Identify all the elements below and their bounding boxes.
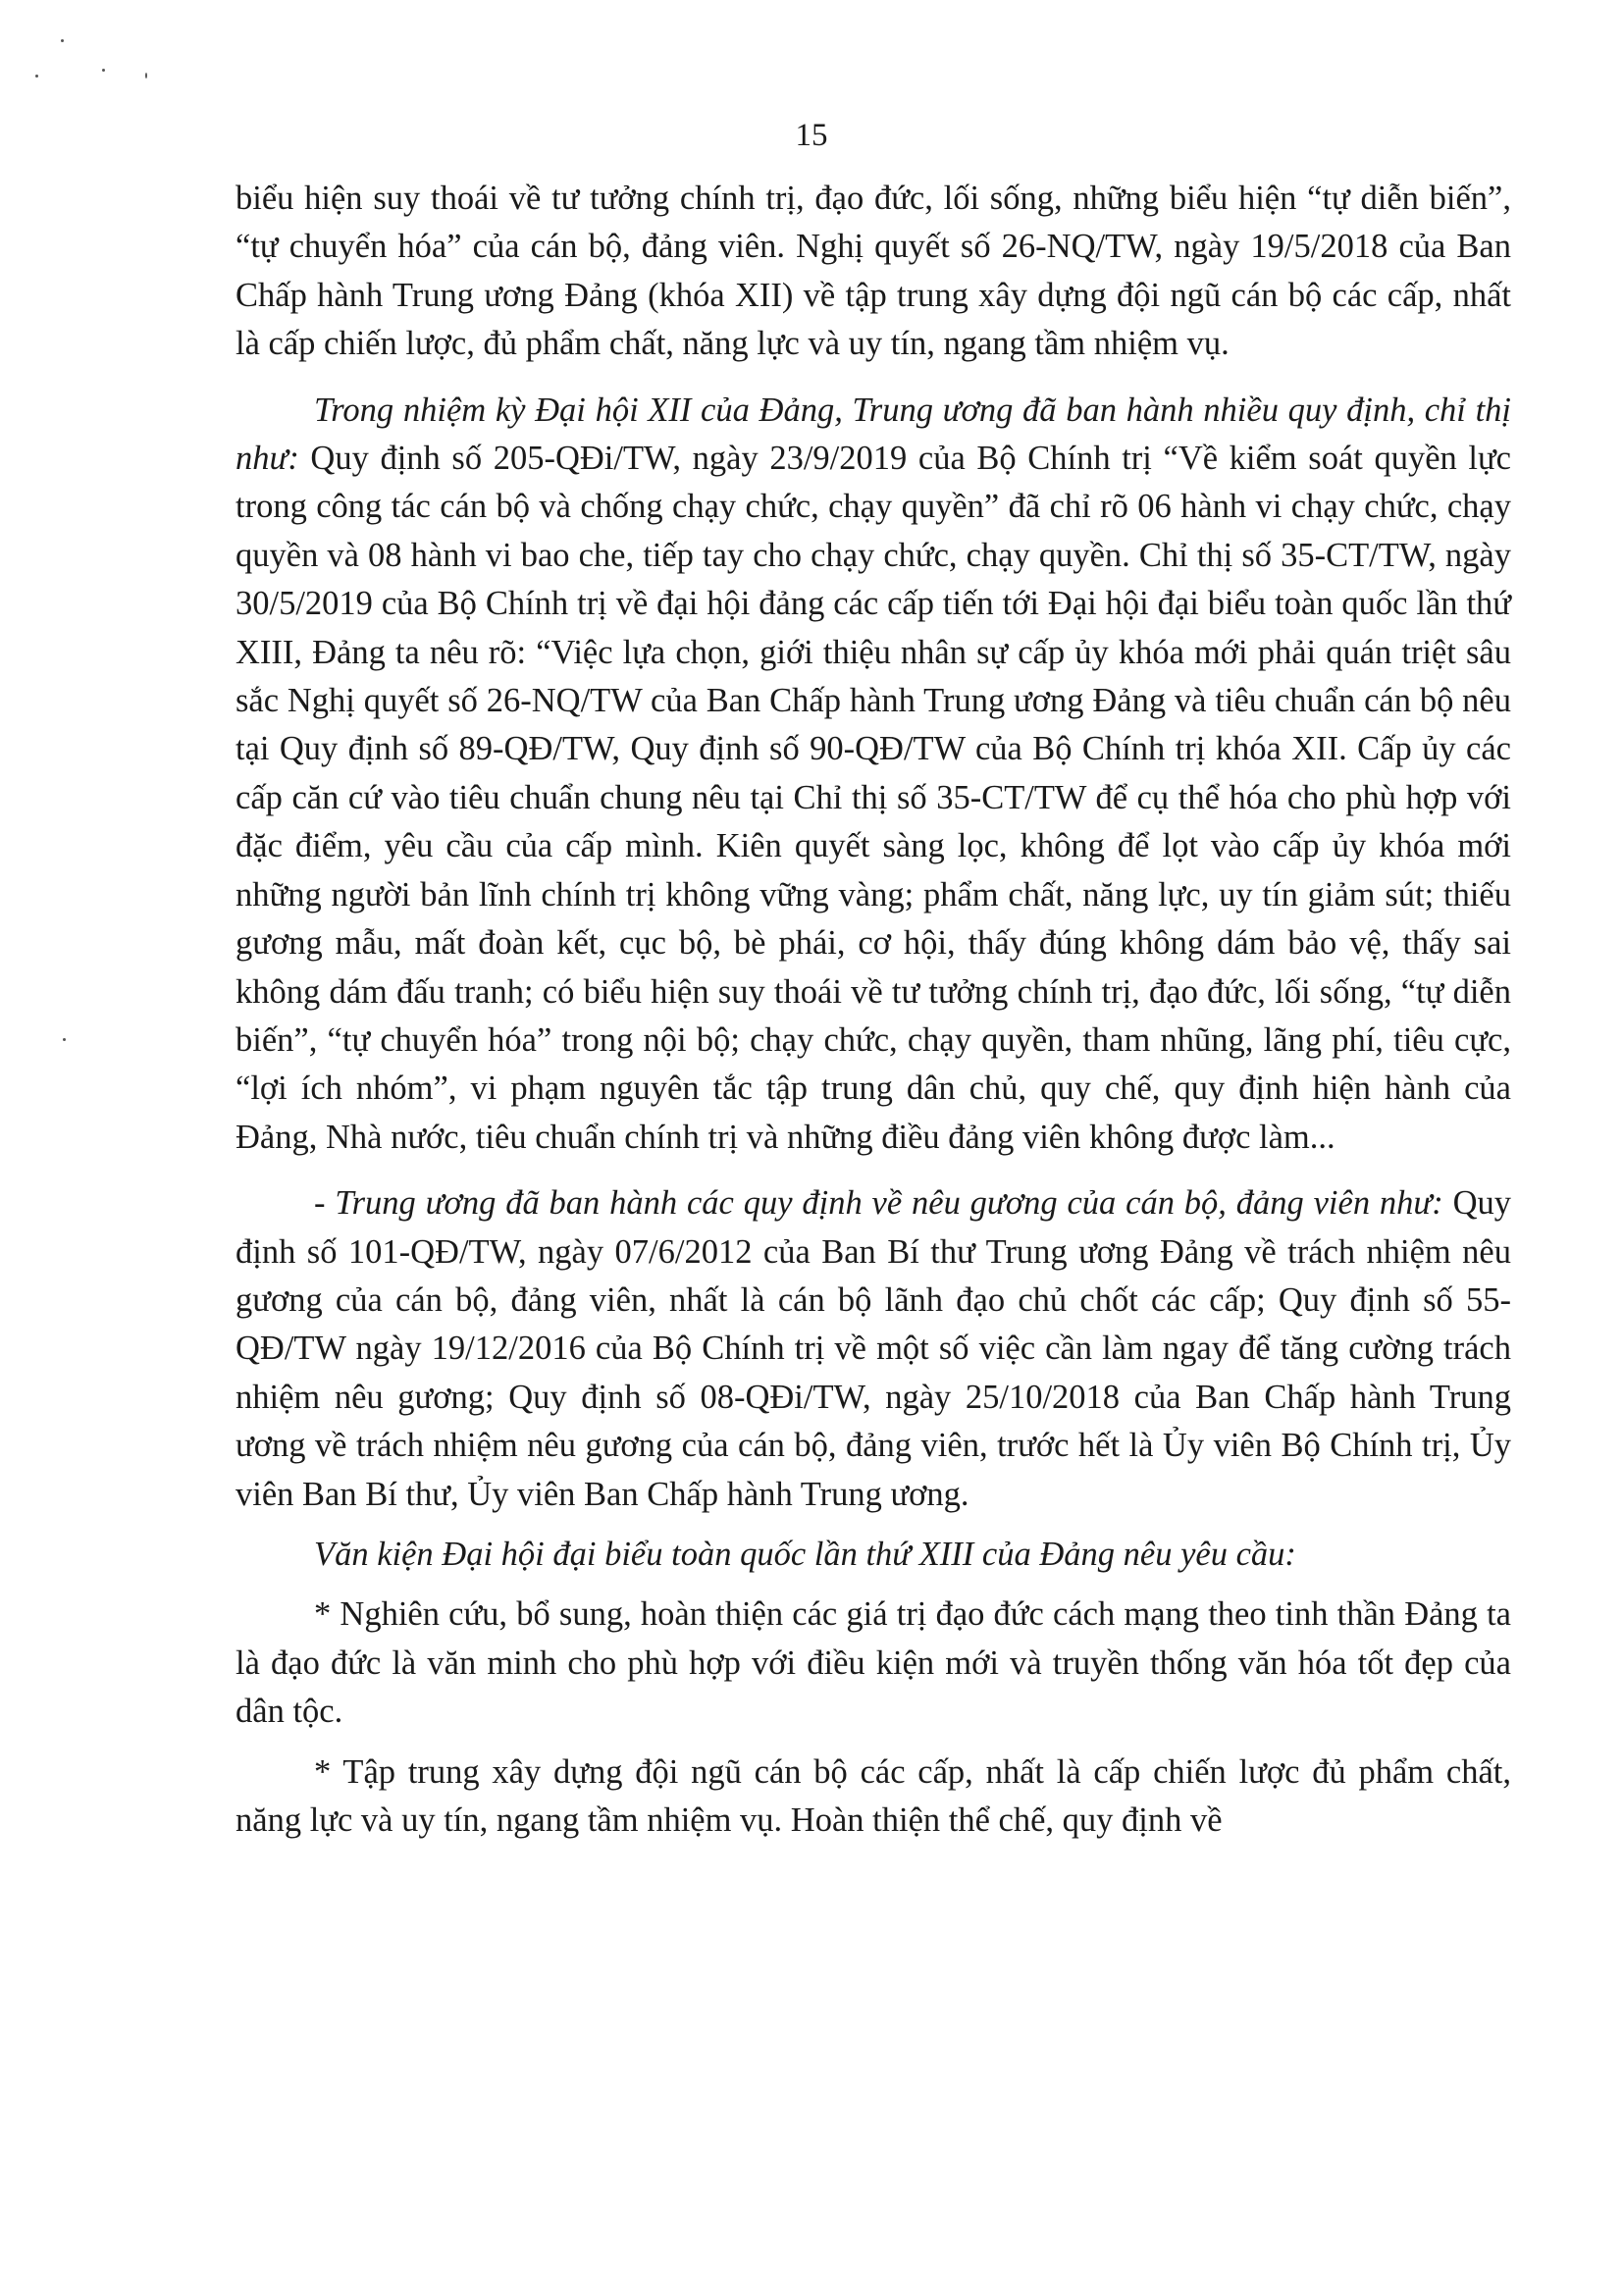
paragraph-bullet-ethics (236, 1591, 1511, 1736)
paragraph-bullet-cadres (236, 1748, 1511, 1846)
scan-speck (61, 39, 64, 42)
paragraph-lead-italic: - Trung ương đã ban hành các quy định về nêu gương của cán bộ, đảng viên như: (314, 1184, 1443, 1223)
paragraph-text: * Tập trung xây dựng đội ngũ cán bộ các cấp, nhất là cấp chiến lược đủ phẩm chất, năng lực và uy tín, ngang tầm nhiệm vụ. Hoàn thiện thể chế, quy định về (236, 1752, 1511, 1839)
paragraph-continuation (236, 175, 1511, 369)
paragraph-lead-italic: Văn kiện Đại hội đại biểu toàn quốc lần thứ XIII của Đảng nêu yêu cầu: (314, 1535, 1296, 1573)
page-number: 15 (795, 118, 828, 153)
paragraph-text: * Nghiên cứu, bổ sung, hoàn thiện các giá trị đạo đức cách mạng theo tinh thần Đảng ta là đạo đức là văn minh cho phù hợp với điều kiện mới và truyền thống văn hóa tốt đẹp của dân tộc. (236, 1595, 1511, 1731)
scan-speck (35, 75, 38, 78)
paragraph-text: Quy định số 205-QĐi/TW, ngày 23/9/2019 của Bộ Chính trị “Về kiểm soát quyền lực trong công tác cán bộ và chống chạy chức, chạy quyền” đã chỉ rõ 06 hành vi chạy chức, chạy quyền và 08 hành vi bao che, tiếp tay cho chạy chức, chạy quyền. Chỉ thị số 35-CT/TW, ngày 30/5/2019 của Bộ Chính trị về đại hội đảng các cấp tiến tới Đại hội đại biểu toàn quốc lần thứ XIII, Đảng ta nêu rõ: “Việc lựa chọn, giới thiệu nhân sự cấp ủy khóa mới phải quán triệt sâu sắc Nghị quyết số 26-NQ/TW của Ban Chấp hành Trung ương Đảng và tiêu chuẩn cán bộ nêu tại Quy định số 89-QĐ/TW, Quy định số 90-QĐ/TW của Bộ Chính trị khóa XII. Cấp ủy các cấp căn cứ vào tiêu chuẩn chung nêu tại Chỉ thị số 35-CT/TW để cụ thể hóa cho phù hợp với đặc điểm, yêu cầu của cấp mình. Kiên quyết sàng lọc, không để lọt vào cấp ủy khóa mới những người bản lĩnh chính trị không vững vàng; phẩm chất, năng lực, uy tín giảm sút; thiếu gương mẫu, mất đoàn kết, cục bộ, bè phái, cơ hội, thấy đúng không dám bảo vệ, thấy sai không dám đấu tranh; có biểu hiện suy thoái về tư tưởng chính trị, đạo đức, lối sống, “tự diễn biến”, “tự chuyển hóa” trong nội bộ; chạy chức, chạy quyền, tham nhũng, lãng phí, tiêu cực, “lợi ích nhóm”, vi phạm nguyên tắc tập trung dân chủ, quy chế, quy định hiện hành của Đảng, Nhà nước, tiêu chuẩn chính trị và những điều đảng viên không được làm... (236, 440, 1511, 1156)
paragraph-lead-italic: Trong nhiệm kỳ Đại hội XII của Đảng, Trung ương đã ban hành nhiều quy định, chỉ thị như: (236, 391, 1511, 478)
scan-speck (102, 69, 105, 72)
scan-speck (145, 73, 147, 78)
body-text (236, 175, 1511, 1845)
paragraph-congress-requirement (236, 1531, 1511, 1579)
paragraph-exemplary-regulations (236, 1179, 1511, 1519)
paragraph-text: biểu hiện suy thoái về tư tưởng chính trị, đạo đức, lối sống, những biểu hiện “tự diễn biến”, “tự chuyển hóa” của cán bộ, đảng viên. Nghị quyết số 26-NQ/TW, ngày 19/5/2018 của Ban Chấp hành Trung ương Đảng (khóa XII) về tập trung xây dựng đội ngũ cán bộ các cấp, nhất là cấp chiến lược, đủ phẩm chất, năng lực và uy tín, ngang tầm nhiệm vụ. (236, 180, 1511, 363)
scan-speck (63, 1038, 66, 1041)
paragraph-party-regulations (236, 387, 1511, 1163)
paragraph-text: Quy định số 101-QĐ/TW, ngày 07/6/2012 của Ban Bí thư Trung ương Đảng về trách nhiệm nêu gương của cán bộ, đảng viên, nhất là cán bộ lãnh đạo chủ chốt các cấp; Quy định số 55-QĐ/TW ngày 19/12/2016 của Bộ Chính trị về một số việc cần làm ngay để tăng cường trách nhiệm nêu gương; Quy định số 08-QĐi/TW, ngày 25/10/2018 của Ban Chấp hành Trung ương về trách nhiệm nêu gương của cán bộ, đảng viên, trước hết là Ủy viên Bộ Chính trị, Ủy viên Ban Bí thư, Ủy viên Ban Chấp hành Trung ương. (236, 1184, 1511, 1513)
